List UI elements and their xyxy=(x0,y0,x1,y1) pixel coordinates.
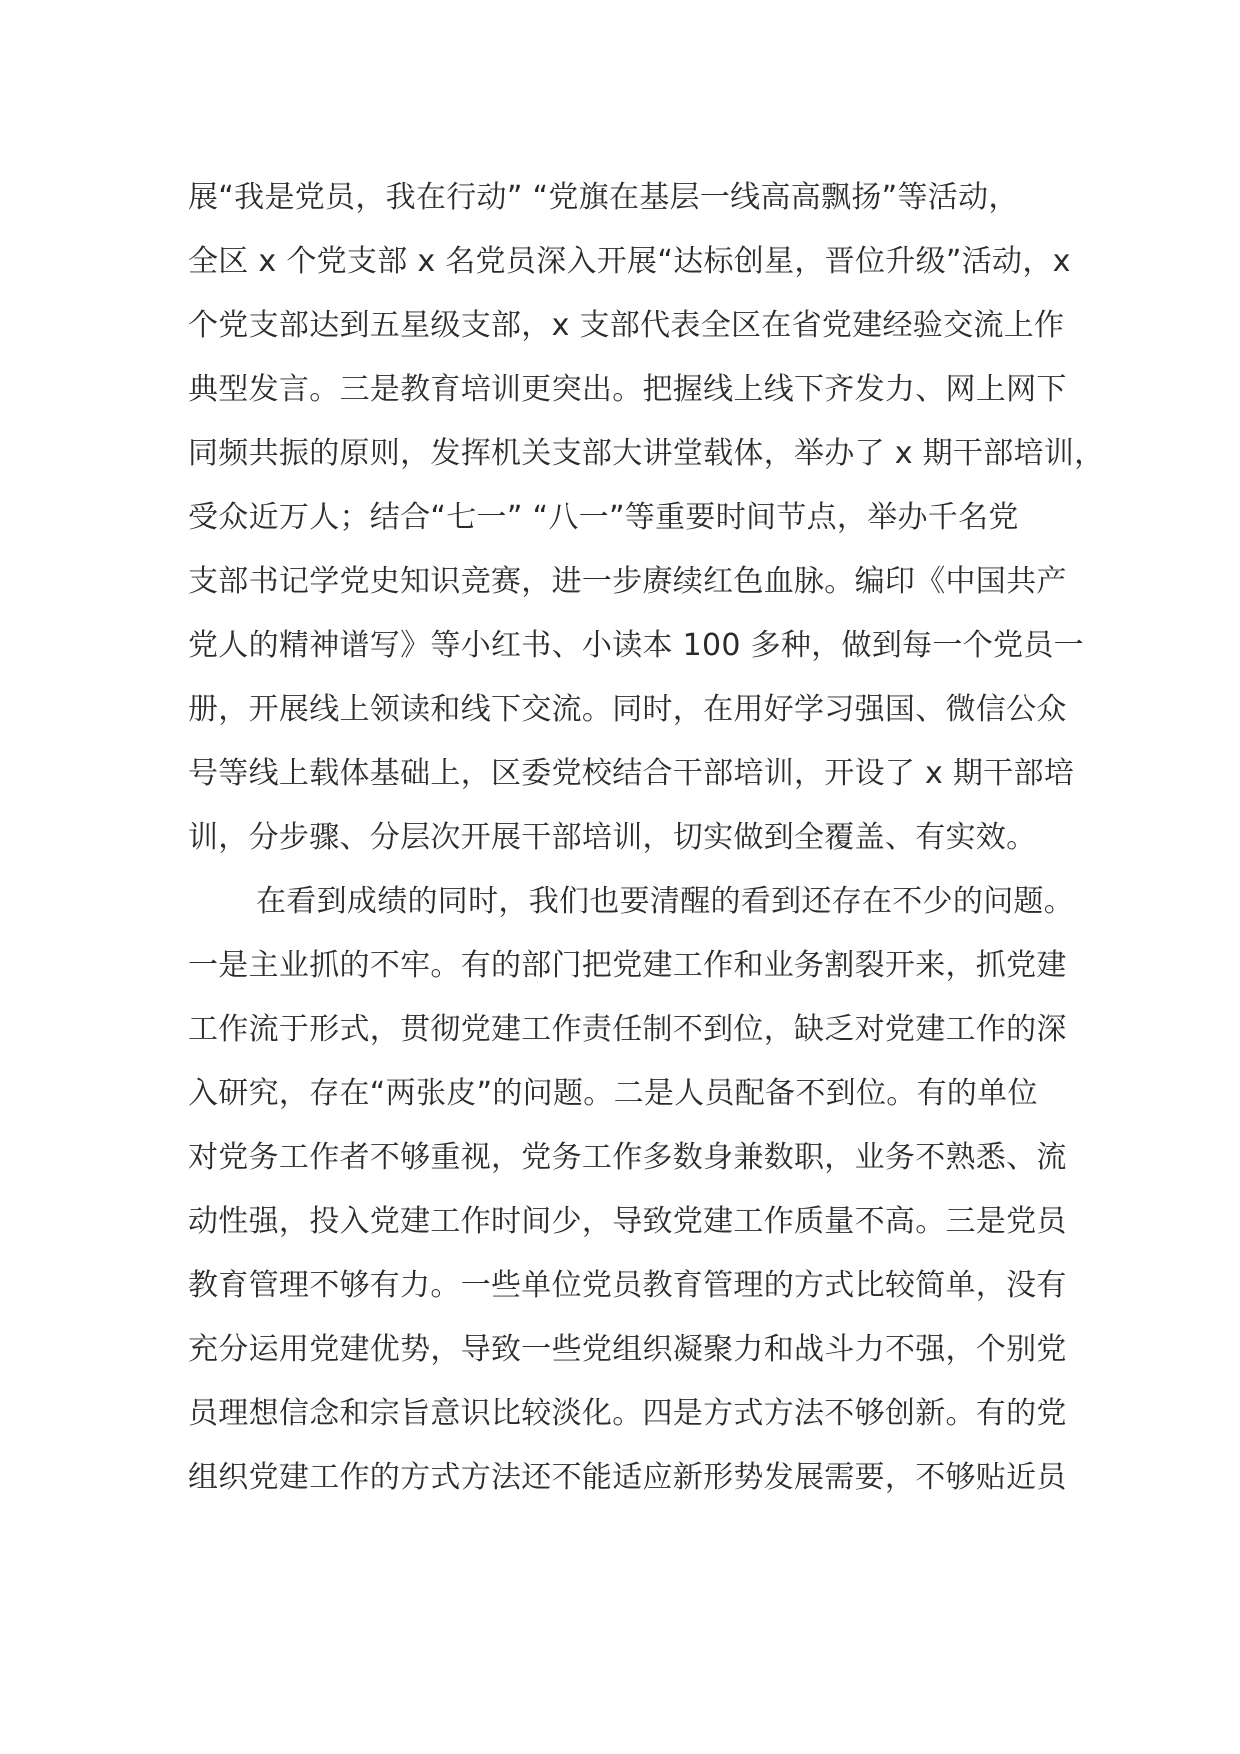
text-line: 员理想信念和宗旨意识比较淡化。四是方式方法不够创新。有的党 xyxy=(188,1396,1067,1431)
text-line: 册，开展线上领读和线下交流。同时，在用好学习强国、微信公众 xyxy=(188,692,1067,727)
text-line: 典型发言。三是教育培训更突出。把握线上线下齐发力、网上网下 xyxy=(188,372,1067,407)
text-line: 教育管理不够有力。一些单位党员教育管理的方式比较简单，没有 xyxy=(188,1268,1067,1303)
text-line: 全区 x 个党支部 x 名党员深入开展“达标创星，晋位升级”活动，x xyxy=(188,244,1071,279)
text-line: 工作流于形式，贯彻党建工作责任制不到位，缺乏对党建工作的深 xyxy=(188,1012,1067,1047)
text-line: 展“我是党员，我在行动” “党旗在基层一线高高飘扬”等活动， xyxy=(188,180,1019,215)
text-line: 入研究，存在“两张皮”的问题。二是人员配备不到位。有的单位 xyxy=(188,1076,1038,1111)
text-line: 对党务工作者不够重视，党务工作多数身兼数职，业务不熟悉、流 xyxy=(188,1140,1067,1175)
paragraph-first-line: 在看到成绩的同时，我们也要清醒的看到还存在不少的问题。 xyxy=(256,884,1075,919)
text-line: 训，分步骤、分层次开展干部培训，切实做到全覆盖、有实效。 xyxy=(188,820,1037,855)
text-line: 一是主业抓的不牢。有的部门把党建工作和业务割裂开来，抓党建 xyxy=(188,948,1067,983)
text-line: 党人的精神谱写》等小红书、小读本 100 多种，做到每一个党员一 xyxy=(188,628,1084,663)
text-line: 组织党建工作的方式方法还不能适应新形势发展需要，不够贴近员 xyxy=(188,1460,1067,1495)
text-line: 号等线上载体基础上，区委党校结合干部培训，开设了 x 期干部培 xyxy=(188,756,1075,791)
text-line: 受众近万人；结合“七一” “八一”等重要时间节点，举办千名党 xyxy=(188,500,1019,535)
text-line: 动性强，投入党建工作时间少，导致党建工作质量不高。三是党员 xyxy=(188,1204,1067,1239)
text-line: 同频共振的原则，发挥机关支部大讲堂载体，举办了 x 期干部培训， xyxy=(188,436,1105,471)
text-line: 支部书记学党史知识竞赛，进一步赓续红色血脉。编印《中国共产 xyxy=(188,564,1067,599)
text-line: 充分运用党建优势，导致一些党组织凝聚力和战斗力不强，个别党 xyxy=(188,1332,1067,1367)
text-line: 个党支部达到五星级支部，x 支部代表全区在省党建经验交流上作 xyxy=(188,308,1065,343)
